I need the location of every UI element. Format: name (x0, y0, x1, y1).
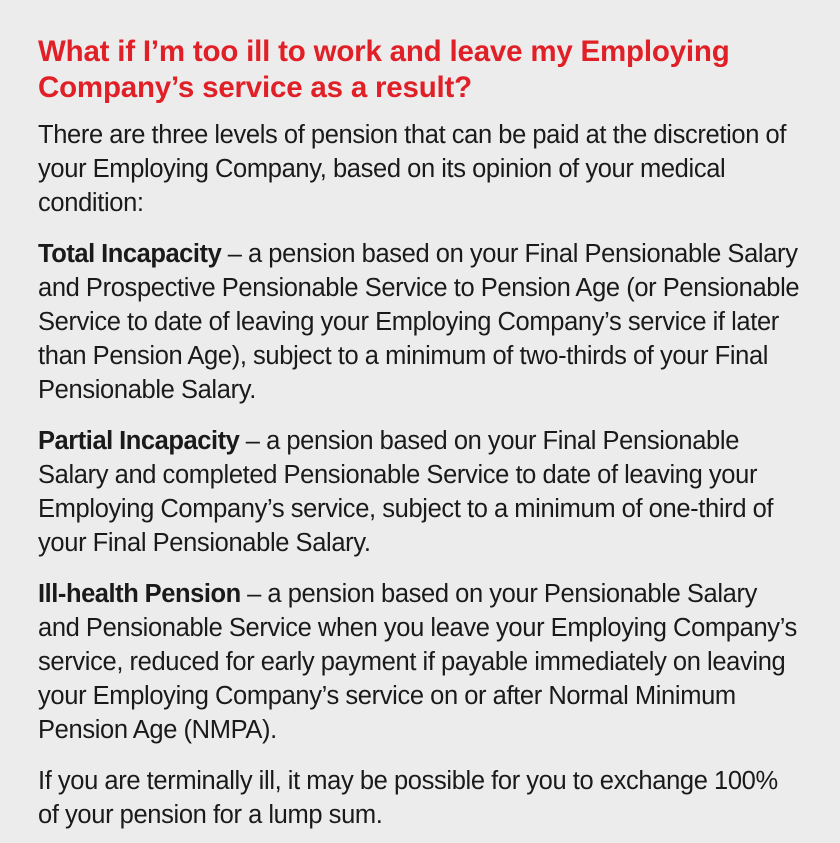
pension-type-separator: – (221, 240, 249, 268)
pension-type-total-incapacity (38, 237, 800, 407)
closing-paragraph: If you are terminally ill, it may be possible for you to exchange 100% of your pension for a lump sum. (38, 767, 778, 829)
pension-type-description: a pension based on your Final Pensionable Salary and Prospective Pensionable Service to Pension Age (or Pensionable Service to date of leaving your Employing Company’s service if later than Pension Age), subject to a minimum of two-thirds of your Final Pensionable Salary. (38, 240, 800, 404)
pension-type-separator: – (240, 580, 268, 608)
pension-type-separator: – (239, 427, 267, 455)
pension-type-partial-incapacity (38, 424, 800, 560)
intro-paragraph: There are three levels of pension that can be paid at the discretion of your Employing Company, based on its opinion of your medical condition: (38, 121, 787, 217)
pension-type-label: Partial Incapacity (38, 427, 240, 455)
pension-type-ill-health-pension (38, 577, 800, 747)
page-title: What if I’m too ill to work and leave my Employing Company’s service as a result? (38, 35, 730, 104)
pension-type-description: a pension based on your Pensionable Salary and Pensionable Service when you leave your Employing Company’s service, reduced for early payment if payable immediately on leaving your Employing Company’s service on or after Normal Minimum Pension Age (NMPA). (38, 580, 797, 744)
pension-type-label: Ill-health Pension (38, 580, 241, 608)
pension-type-label: Total Incapacity (38, 240, 222, 268)
pension-type-description: a pension based on your Final Pensionable Salary and completed Pensionable Service to date of leaving your Employing Company’s service, subject to a minimum of one-third of your Final Pensionable Salary. (38, 427, 774, 557)
